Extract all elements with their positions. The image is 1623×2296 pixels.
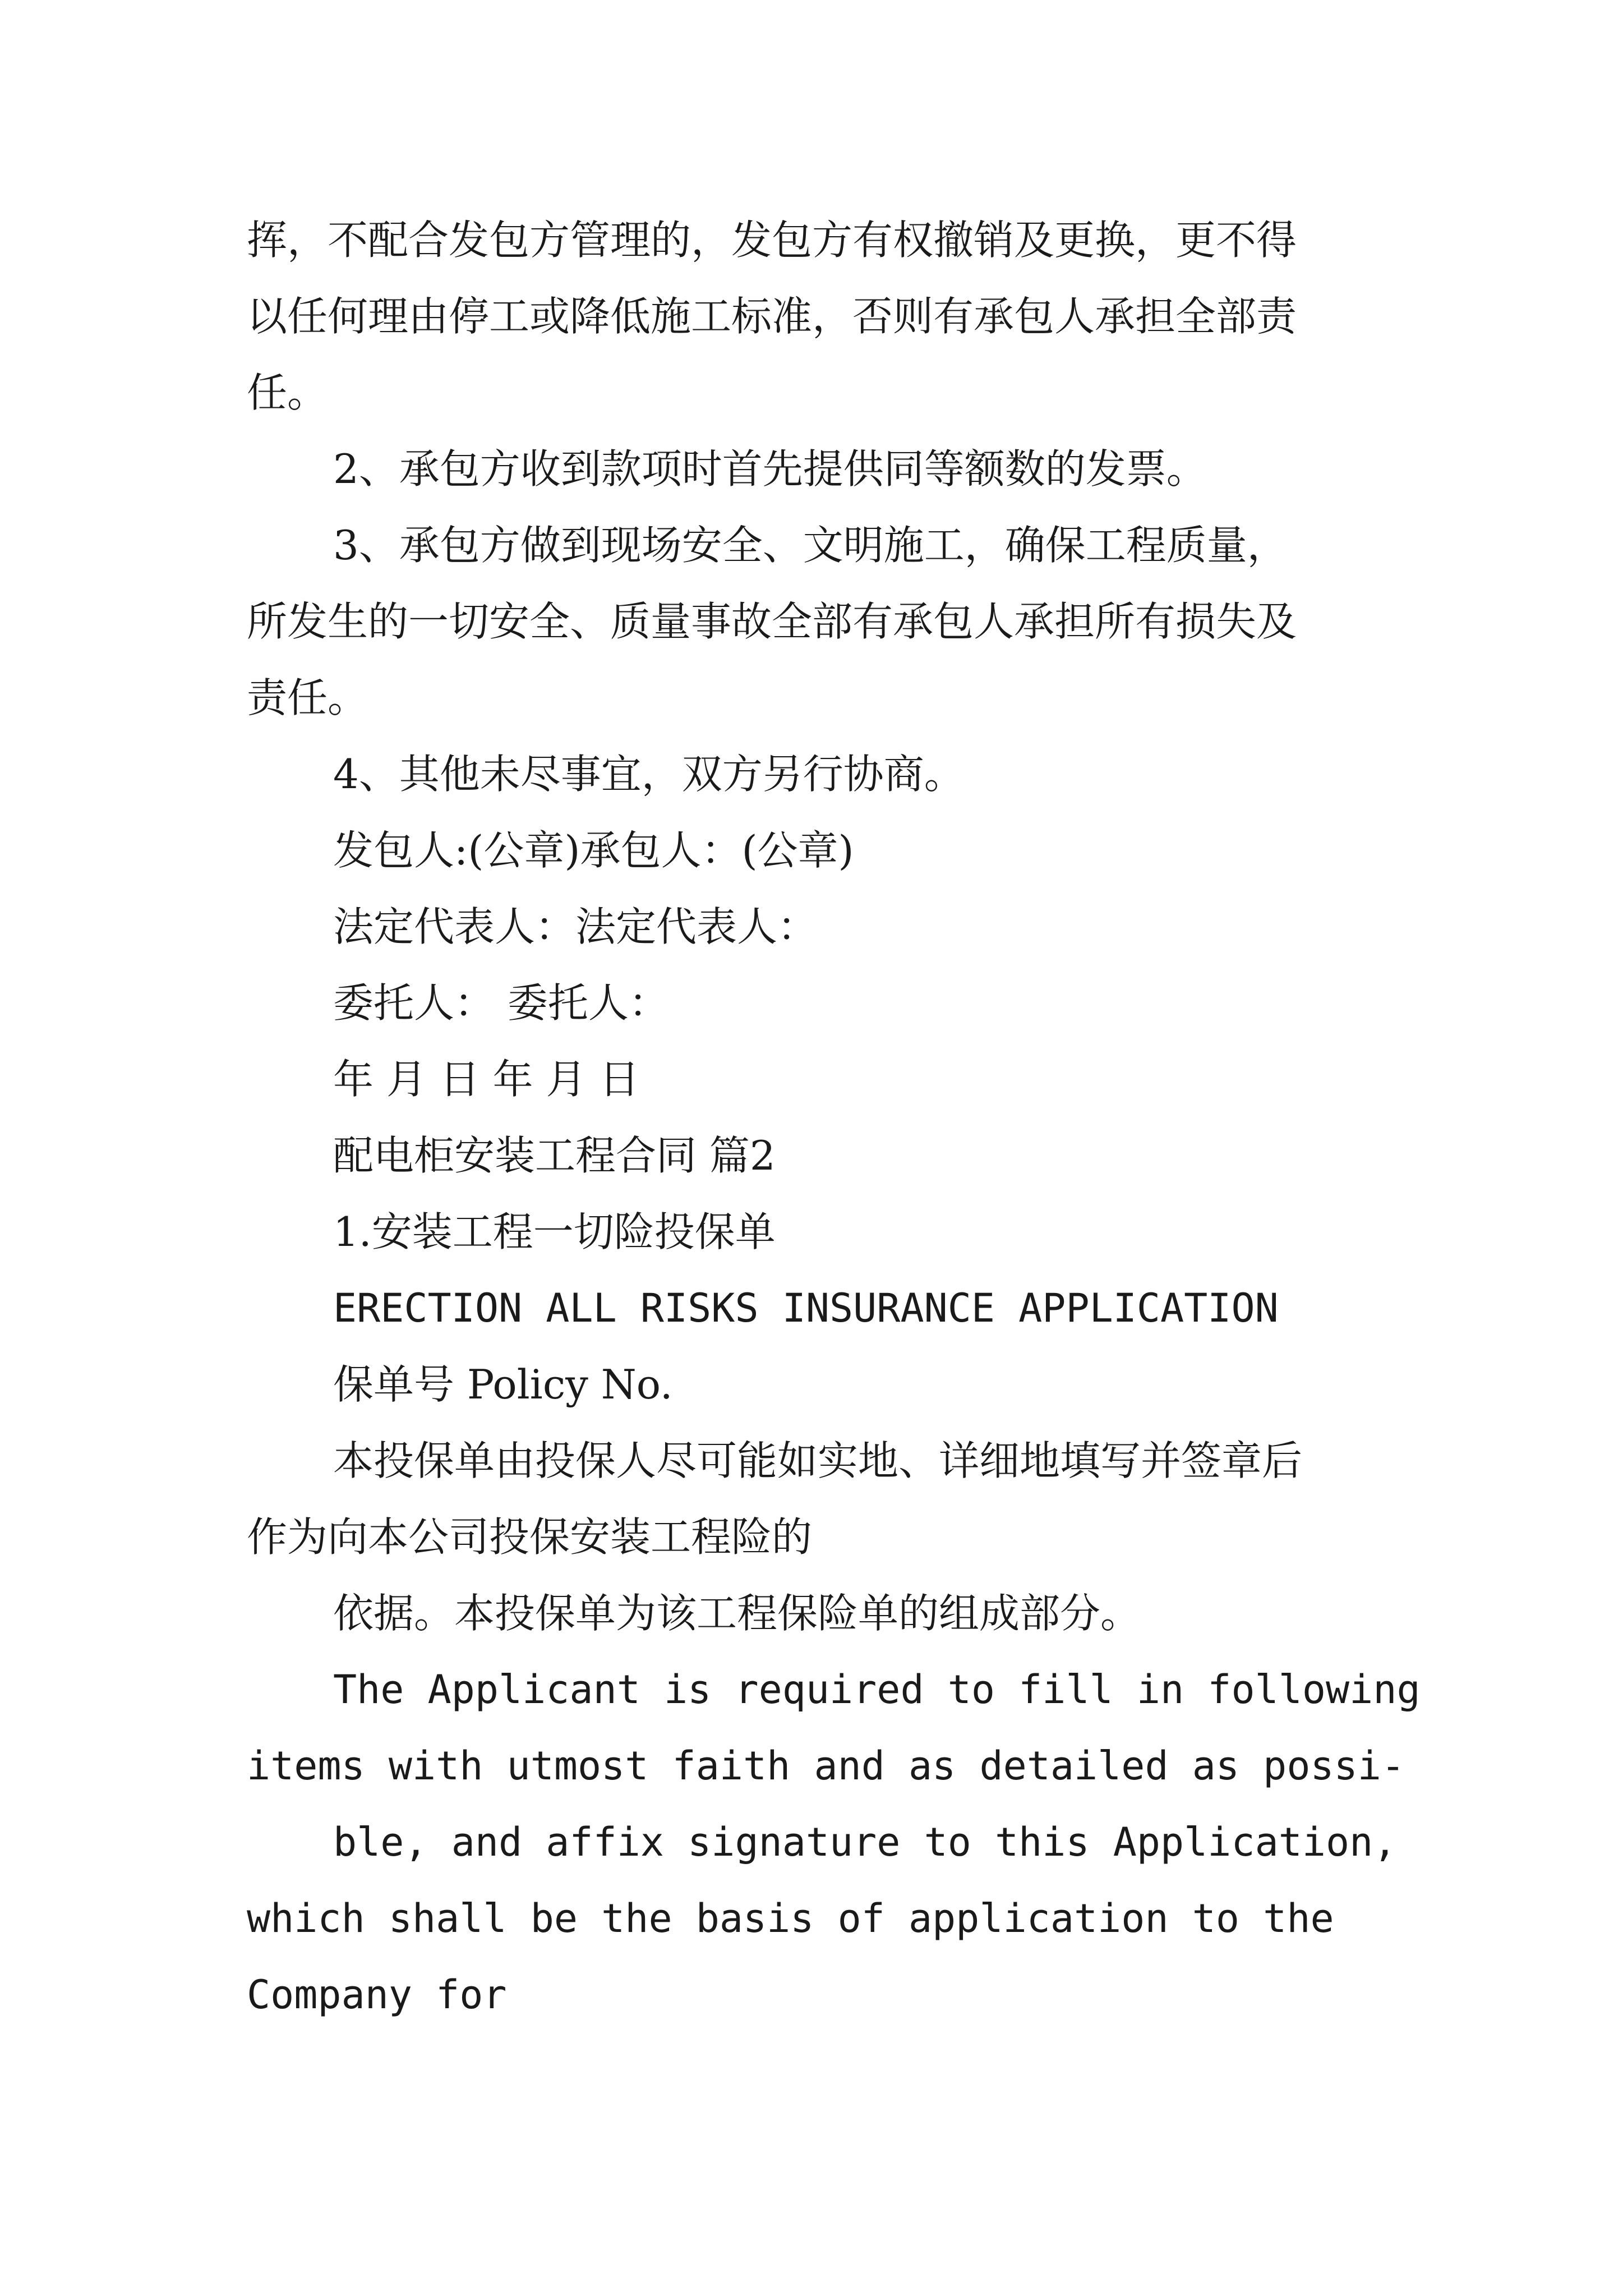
text-line: 所发生的一切安全、质量事故全部有承包人承担所有损失及 bbox=[247, 598, 1297, 645]
english-text-line: The Applicant is required to fill in following bbox=[333, 1667, 1421, 1713]
clause-2: 2、承包方收到款项时首先提供同等额数的发票。 bbox=[333, 445, 1207, 493]
section-heading: 配电柜安装工程合同 篇2 bbox=[333, 1132, 776, 1179]
clause-4: 4、其他未尽事宜，双方另行协商。 bbox=[333, 751, 965, 798]
clause-3: 3、承包方做到现场安全、文明施工，确保工程质量， bbox=[333, 522, 1288, 569]
english-text-line: which shall be the basis of application to the bbox=[247, 1895, 1334, 1941]
policy-number-label: 保单号 Policy No. bbox=[333, 1361, 673, 1408]
form-title-cn: 1.安装工程一切险投保单 bbox=[333, 1208, 776, 1255]
text-line: 任。 bbox=[247, 369, 328, 416]
english-text-line: Company for bbox=[247, 1972, 507, 2018]
text-line: 本投保单由投保人尽可能如实地、详细地填写并签章后 bbox=[333, 1437, 1303, 1484]
english-text-line: ble, and affix signature to this Application, bbox=[333, 1819, 1397, 1865]
text-line: 以任何理由停工或降低施工标准，否则有承包人承担全部责 bbox=[247, 293, 1297, 340]
text-line: 责任。 bbox=[247, 674, 368, 721]
text-line: 挥，不配合发包方管理的，发包方有权撤销及更换，更不得 bbox=[247, 217, 1297, 264]
signature-party-line: 发包人:(公章)承包人：(公章) bbox=[333, 827, 854, 874]
signature-date-line: 年 月 日 年 月 日 bbox=[333, 1056, 640, 1103]
text-line: 依据。本投保单为该工程保险单的组成部分。 bbox=[333, 1590, 1141, 1637]
text-line: 作为向本公司投保安装工程险的 bbox=[247, 1513, 813, 1561]
english-text-line: items with utmost faith and as detailed as possi- bbox=[247, 1743, 1405, 1789]
signature-representative-line: 法定代表人：法定代表人： bbox=[333, 903, 818, 950]
document-body bbox=[247, 202, 1421, 2033]
form-title-en: ERECTION ALL RISKS INSURANCE APPLICATION bbox=[333, 1285, 1279, 1331]
signature-delegate-line: 委托人： 委托人： bbox=[333, 979, 669, 1027]
